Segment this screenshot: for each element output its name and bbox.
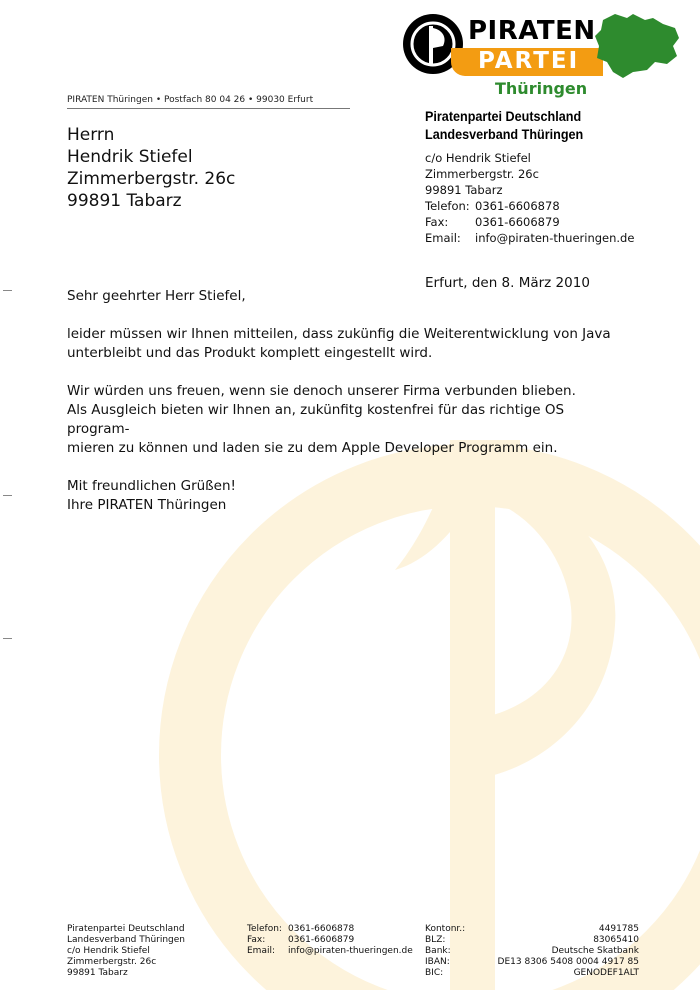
- recipient-address: [67, 124, 235, 212]
- letter-date: Erfurt, den 8. März 2010: [425, 275, 590, 291]
- recipient-salutation: Herrn: [67, 125, 115, 145]
- fold-mark: [3, 290, 12, 291]
- punch-mark: [3, 638, 12, 639]
- bank-bic: BIC: GENODEF1ALT: [425, 968, 639, 978]
- thuringia-map-icon: [593, 12, 683, 84]
- organization-name: Piratenpartei Deutschland Landesverband Thüringen: [425, 108, 584, 142]
- greeting: Sehr geehrter Herr Stiefel,: [67, 288, 246, 304]
- paragraph-1: leider müssen wir Ihnen mitteilen, dass zukünfig die Weiterentwicklung von Java unterbleibt und das Produkt komplett eingestellt wird.: [67, 326, 611, 361]
- recipient-street: Zimmerbergstr. 26c: [67, 169, 236, 189]
- footer-contact: Telefon: 0361-6606878 Fax: 0361-6606879 Email: info@piraten-thueringen.de: [247, 924, 413, 956]
- bank-blz: BLZ: 83065410: [425, 935, 639, 945]
- paragraph-2: Wir würden uns freuen, wenn sie denoch unserer Firma verbunden blieben. Als Ausgleich bieten wir Ihnen an, zukünfitg kostenfrei für das richtige OS program- mieren zu können und laden sie zu dem Apple Developer Programm ein.: [67, 383, 576, 456]
- recipient-city: 99891 Tabarz: [67, 191, 182, 211]
- footer-bank-details: [425, 924, 639, 979]
- logo-line-region: Thüringen: [495, 79, 588, 98]
- contact-email: Email: info@piraten-thueringen.de: [425, 231, 635, 245]
- watermark-ring: [190, 475, 700, 990]
- logo-line-partei: PARTEI: [478, 48, 580, 74]
- fold-mark: [3, 495, 12, 496]
- bank-iban: IBAN: DE13 8306 5408 0004 4917 85: [425, 957, 639, 967]
- contact-fax: Fax: 0361-6606879: [425, 215, 560, 229]
- contact-phone: Telefon: 0361-6606878: [425, 199, 560, 213]
- bank-name: Bank: Deutsche Skatbank: [425, 946, 639, 956]
- footer-address: Piratenpartei Deutschland Landesverband Thüringen c/o Hendrik Stiefel Zimmerbergstr. 26c 99891 Tabarz: [67, 924, 186, 978]
- bank-account: Kontonr.: 4491785: [425, 924, 639, 934]
- organization-contact: [425, 198, 634, 246]
- letter-body: [67, 287, 627, 534]
- recipient-name: Hendrik Stiefel: [67, 147, 193, 167]
- closing: Mit freundlichen Grüßen! Ihre PIRATEN Thüringen: [67, 478, 236, 513]
- party-logo: [403, 12, 683, 102]
- logo-line-piraten: PIRATEN: [468, 16, 596, 46]
- sender-return-address: PIRATEN Thüringen • Postfach 80 04 26 • 99030 Erfurt: [67, 95, 350, 109]
- organization-address: c/o Hendrik Stiefel Zimmerbergstr. 26c 99891 Tabarz: [425, 151, 539, 197]
